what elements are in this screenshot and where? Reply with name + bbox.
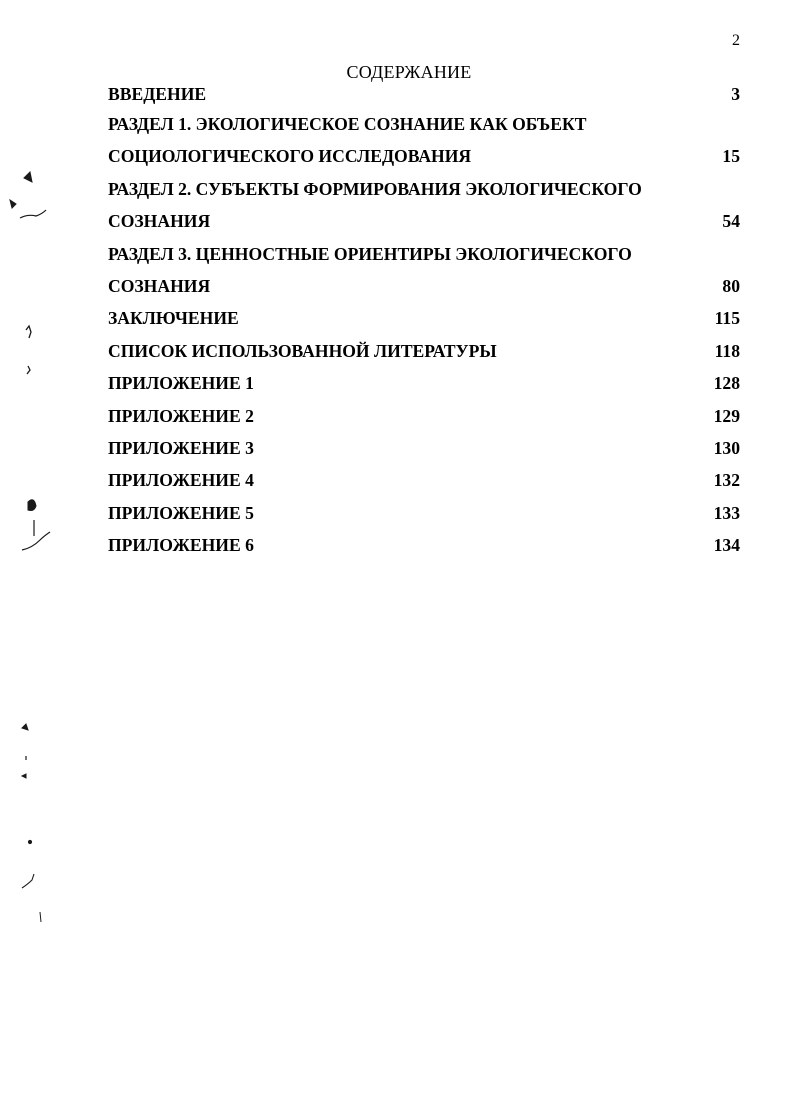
- toc-entry-page: 128: [713, 373, 740, 394]
- page-number: 2: [732, 32, 740, 49]
- toc-entry-title-continued: СОЦИОЛОГИЧЕСКОГО ИССЛЕДОВАНИЯ: [108, 146, 472, 167]
- toc-entry-section-1-line-2[interactable]: [108, 140, 740, 172]
- toc-entry-page: 133: [713, 502, 740, 523]
- scan-mark: [22, 774, 26, 778]
- toc-entry-title: ВВЕДЕНИЕ: [108, 84, 207, 104]
- toc-entry-title-continued: СОЗНАНИЯ: [108, 275, 211, 296]
- toc-entry-appendix-1[interactable]: [108, 367, 740, 399]
- scan-mark: [40, 912, 41, 922]
- table-of-contents: [108, 80, 740, 561]
- toc-entry-title: ПРИЛОЖЕНИЕ 2: [108, 405, 254, 426]
- toc-entry-title: ПРИЛОЖЕНИЕ 3: [108, 437, 254, 458]
- scan-mark: [22, 874, 34, 888]
- scan-mark: [27, 366, 30, 374]
- toc-entry-conclusion[interactable]: [108, 302, 740, 334]
- toc-entry-appendix-5[interactable]: [108, 497, 740, 529]
- toc-entry-section-3-line-2[interactable]: [108, 270, 740, 302]
- scan-artifacts: [0, 0, 80, 1107]
- toc-entry-page: 115: [714, 308, 740, 329]
- toc-entry-section-3-line-1[interactable]: [108, 238, 740, 270]
- toc-entry-section-1-line-1[interactable]: [108, 108, 740, 140]
- toc-entry-title: ПРИЛОЖЕНИЕ 5: [108, 502, 254, 523]
- toc-entry-title: СПИСОК ИСПОЛЬЗОВАННОЙ ЛИТЕРАТУРЫ: [108, 340, 497, 361]
- toc-entry-appendix-3[interactable]: [108, 432, 740, 464]
- toc-entry-title: РАЗДЕЛ 2. СУБЪЕКТЫ ФОРМИРОВАНИЯ ЭКОЛОГИЧЕСКОГО: [108, 178, 642, 199]
- toc-entry-title: ПРИЛОЖЕНИЕ 4: [108, 470, 254, 491]
- scan-mark: [24, 172, 32, 182]
- toc-entry-references[interactable]: [108, 335, 740, 367]
- scan-mark: [28, 840, 31, 843]
- toc-entry-title: ПРИЛОЖЕНИЕ 6: [108, 535, 254, 556]
- scan-mark: [10, 200, 16, 208]
- toc-entry-page: 130: [713, 437, 740, 458]
- toc-entry-page: 3: [731, 84, 740, 104]
- toc-entry-page: 80: [722, 275, 740, 296]
- scan-mark: [26, 326, 31, 338]
- toc-entry-appendix-6[interactable]: [108, 529, 740, 561]
- toc-entry-section-2-line-1[interactable]: [108, 173, 740, 205]
- toc-entry-title: РАЗДЕЛ 1. ЭКОЛОГИЧЕСКОЕ СОЗНАНИЕ КАК ОБЪЕКТ: [108, 114, 587, 134]
- toc-entry-page: 118: [714, 340, 740, 361]
- toc-entry-page: 129: [713, 405, 740, 426]
- toc-entry-page: 54: [722, 211, 740, 232]
- toc-heading: СОДЕРЖАНИЕ: [346, 62, 472, 82]
- scan-mark: [22, 724, 28, 730]
- toc-entry-title-continued: СОЗНАНИЯ: [108, 211, 211, 232]
- toc-entry-page: 15: [722, 146, 740, 167]
- toc-entry-section-2-line-2[interactable]: [108, 205, 740, 237]
- toc-entry-page: 134: [713, 535, 740, 556]
- toc-entry-introduction[interactable]: [108, 80, 740, 108]
- scan-mark: [20, 210, 46, 218]
- scan-mark: [28, 500, 36, 511]
- toc-entry-appendix-4[interactable]: [108, 464, 740, 496]
- toc-entry-title: ПРИЛОЖЕНИЕ 1: [108, 373, 254, 394]
- toc-entry-page: 132: [713, 470, 740, 491]
- toc-entry-title: ЗАКЛЮЧЕНИЕ: [108, 308, 239, 329]
- toc-entry-title: РАЗДЕЛ 3. ЦЕННОСТНЫЕ ОРИЕНТИРЫ ЭКОЛОГИЧЕСКОГО: [108, 243, 632, 264]
- scan-mark: [22, 532, 50, 550]
- toc-entry-appendix-2[interactable]: [108, 400, 740, 432]
